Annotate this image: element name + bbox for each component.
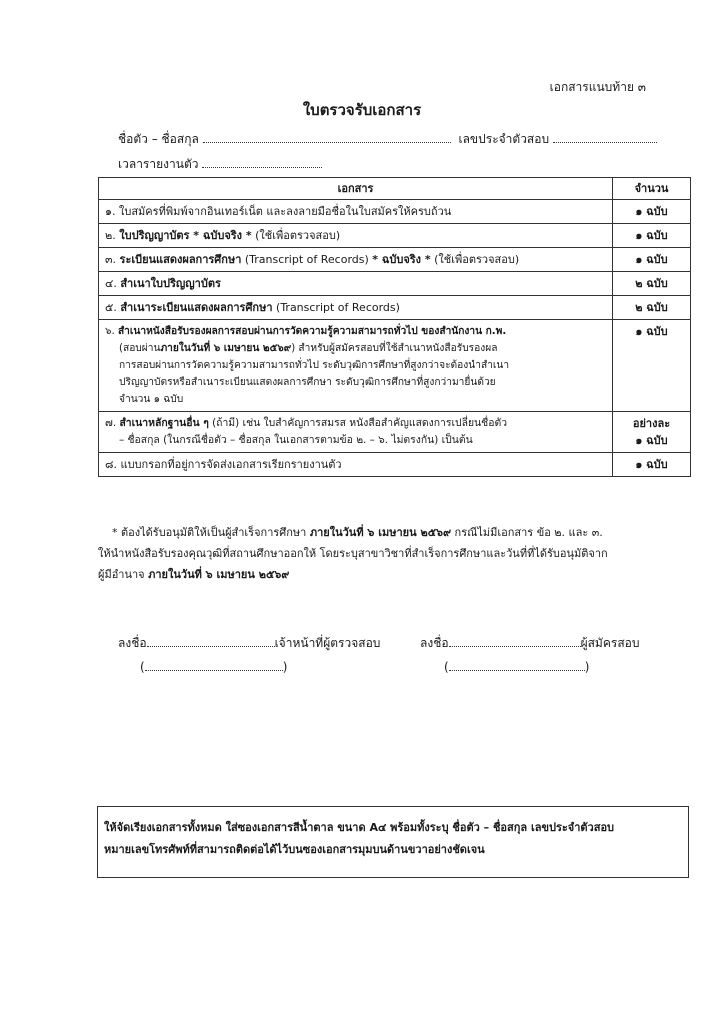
- officer-name-parens: [140, 659, 287, 674]
- row-number: ๘.: [105, 458, 117, 471]
- row-text: การสอบผ่านการวัดความรู้ความสามารถทั่วไป ระดับวุฒิการศึกษาที่สูงกว่าจะต้องนำสำเนา: [119, 360, 510, 371]
- sign-label: ลงชื่อ: [118, 636, 147, 650]
- name-fill-line[interactable]: [203, 131, 451, 143]
- row-text: (ใช้เพื่อตรวจสอบ): [430, 253, 520, 266]
- paren-close: ): [584, 660, 590, 674]
- table-row: [99, 412, 691, 453]
- table-row: [99, 248, 691, 272]
- footnote: [98, 522, 682, 585]
- instruction-line: ให้จัดเรียงเอกสารทั้งหมด ใส่ซองเอกสารสีน้ำตาล ขนาด A๔ พร้อมทั้งระบุ ชื่อตัว – ชื่อสกุล เลขประจำตัวสอบ: [104, 821, 615, 834]
- row-text-bold: * ฉบับจริง *: [372, 253, 431, 266]
- table-row: [99, 224, 691, 248]
- row-text: (Transcript of Records): [272, 301, 400, 314]
- table-row: [99, 296, 691, 320]
- row-number: ๗.: [105, 417, 117, 429]
- row-qty: ๑ ฉบับ: [613, 248, 691, 272]
- footnote-text: * ต้องได้รับอนุมัติให้เป็นผู้สำเร็จการศึกษา: [112, 526, 310, 539]
- report-time-fill-line[interactable]: [202, 156, 322, 168]
- paren-open: (: [444, 660, 449, 674]
- row-text: (ถ้ามี) เช่น ใบสำคัญการสมรส หนังสือสำคัญแสดงการเปลี่ยนชื่อตัว: [208, 417, 508, 429]
- row-qty: ๒ ฉบับ: [613, 272, 691, 296]
- row-text-bold: ใบปริญญาบัตร * ฉบับจริง *: [119, 229, 252, 242]
- row-number: ๖.: [105, 326, 115, 337]
- applicant-signature: [420, 634, 639, 653]
- footnote-text: กรณีไม่มีเอกสาร ข้อ ๒. และ ๓.: [451, 526, 603, 539]
- row-text: (สอบผ่าน: [119, 343, 161, 354]
- paren-close: ): [282, 660, 288, 674]
- page-title: ใบตรวจรับเอกสาร: [302, 101, 422, 119]
- exam-id-fill-line[interactable]: [553, 131, 657, 143]
- instruction-line: หมายเลขโทรศัพท์ที่สามารถติดต่อได้ไว้บนซองเอกสารมุมบนด้านขวาอย่างชัดเจน: [104, 843, 485, 856]
- row-text: ) สำหรับผู้สมัครสอบที่ใช้สำเนาหนังสือรับรองผล: [291, 343, 498, 354]
- row-qty: ๑ ฉบับ: [613, 453, 691, 477]
- row-qty: ๒ ฉบับ: [613, 296, 691, 320]
- documents-table: [98, 177, 691, 477]
- row-text-bold: สำเนาหนังสือรับรองผลการสอบผ่านการวัดความรู้ความสามารถทั่วไป ของสำนักงาน ก.พ.: [117, 326, 507, 337]
- officer-label: เจ้าหน้าที่ผู้ตรวจสอบ: [274, 636, 381, 650]
- row-number: ๔.: [105, 277, 117, 290]
- table-row: [99, 200, 691, 224]
- row-number: ๕.: [105, 301, 117, 314]
- sign-label: ลงชื่อ: [420, 636, 449, 650]
- table-row: [99, 272, 691, 296]
- row-qty: ๑ ฉบับ: [613, 200, 691, 224]
- footnote-bold: ภายในวันที่ ๖ เมษายน ๒๕๖๙: [309, 526, 452, 539]
- row-text: ปริญญาบัตรหรือสำเนาระเบียนแสดงผลการศึกษา ระดับวุฒิการศึกษาที่สูงกว่ามายื่นด้วย: [119, 377, 496, 388]
- instruction-box: [97, 806, 689, 878]
- report-time-row: [118, 155, 322, 174]
- row-text: (Transcript of Records): [241, 253, 373, 266]
- applicant-name-parens: [444, 659, 589, 674]
- footnote-text: ผู้มีอำนาจ: [98, 568, 149, 581]
- applicant-name-line[interactable]: [449, 659, 585, 671]
- exam-id-label: เลขประจำตัวสอบ: [458, 132, 550, 146]
- row-text-bold: สำเนาหลักฐานอื่น ๆ: [119, 417, 209, 429]
- officer-name-line[interactable]: [145, 659, 283, 671]
- footnote-text: ให้นำหนังสือรับรองคุณวุฒิที่สถานศึกษาออกให้ โดยระบุสาขาวิชาที่สำเร็จการศึกษาและวันที่ที่ได้รับอนุมัติจาก: [98, 547, 608, 560]
- row-text-bold: สำเนาใบปริญญาบัตร: [120, 277, 221, 290]
- name-field-row: [118, 130, 657, 149]
- row-text-bold: สำเนาระเบียนแสดงผลการศึกษา: [120, 301, 273, 314]
- row-text: – ชื่อสกุล (ในกรณีชื่อตัว – ชื่อสกุล ในเอกสารตามข้อ ๒. – ๖. ไม่ตรงกัน) เป็นต้น: [119, 434, 473, 446]
- applicant-label: ผู้สมัครสอบ: [580, 636, 640, 650]
- row-qty-prefix: อย่างละ: [632, 417, 671, 430]
- annex-label: เอกสารแนบท้าย ๓: [549, 80, 646, 94]
- row-qty: ๑ ฉบับ: [613, 224, 691, 248]
- name-label: ชื่อตัว – ชื่อสกุล: [118, 132, 199, 146]
- applicant-signature-line[interactable]: [449, 635, 581, 647]
- row-text-bold: ภายในวันที่ ๖ เมษายน ๒๕๖๙: [160, 343, 292, 354]
- row-text: จำนวน ๑ ฉบับ: [119, 394, 184, 405]
- header-quantity: จำนวน: [613, 178, 691, 200]
- row-qty: ๑ ฉบับ: [635, 434, 668, 447]
- table-row: [99, 320, 691, 412]
- officer-signature-line[interactable]: [147, 635, 275, 647]
- header-document: เอกสาร: [99, 178, 613, 200]
- footnote-bold: ภายในวันที่ ๖ เมษายน ๒๕๖๙: [148, 568, 290, 581]
- row-number: ๓.: [105, 253, 117, 266]
- row-qty: ๑ ฉบับ: [613, 320, 691, 412]
- paren-open: (: [140, 660, 145, 674]
- row-number: ๑.: [105, 205, 116, 218]
- row-text: (ใช้เพื่อตรวจสอบ): [251, 229, 341, 242]
- table-row: [99, 453, 691, 477]
- table-header-row: [99, 178, 691, 200]
- row-number: ๒.: [105, 229, 116, 242]
- row-text: แบบกรอกที่อยู่การจัดส่งเอกสารเรียกรายงานตัว: [120, 458, 342, 471]
- officer-signature: [118, 634, 380, 653]
- row-text-bold: ระเบียนแสดงผลการศึกษา: [119, 253, 242, 266]
- row-text: ใบสมัครที่พิมพ์จากอินเทอร์เน็ต และลงลายมือชื่อในใบสมัครให้ครบถ้วน: [118, 205, 452, 218]
- report-time-label: เวลารายงานตัว: [118, 157, 199, 171]
